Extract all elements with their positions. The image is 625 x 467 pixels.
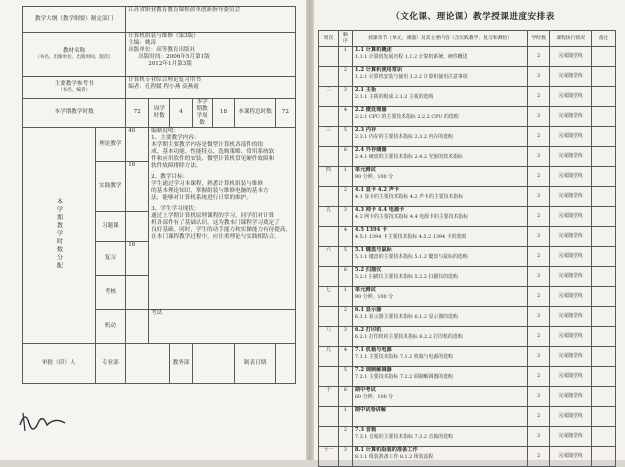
row-remark bbox=[592, 267, 616, 287]
allocation-value bbox=[126, 309, 149, 343]
row-week bbox=[319, 407, 339, 427]
row-unit: 2.2 微处理器 bbox=[354, 107, 387, 113]
row-remark bbox=[592, 387, 616, 407]
row-seq: 3 bbox=[338, 327, 352, 347]
row-status: 完成随堂练 bbox=[550, 427, 592, 447]
row-unit: 2.1 主板 bbox=[354, 87, 377, 93]
header-week: 周次 bbox=[319, 31, 339, 47]
allocation-value: 16 bbox=[126, 241, 149, 275]
row-status: 完成随堂练 bbox=[550, 387, 592, 407]
row-hours: 2 bbox=[528, 287, 550, 307]
row-week bbox=[319, 107, 339, 127]
schedule-row bbox=[319, 287, 616, 307]
schedule-row bbox=[319, 267, 616, 287]
textbook-line: 2012年1月第3版 bbox=[148, 60, 192, 67]
row-unit: 单元测试 bbox=[354, 167, 376, 173]
row-remark bbox=[592, 287, 616, 307]
row-unit: 4.1 显卡 4.2 声卡 bbox=[354, 187, 400, 193]
row-detail: 6.1.1 显示器主要技术指标 6.1.2 显示器的选购 bbox=[354, 313, 458, 320]
row-week: 八 bbox=[319, 327, 339, 347]
textbook-line: 计算机组装与维修（第3版） bbox=[128, 33, 199, 39]
row-remark bbox=[592, 347, 616, 367]
course-hours-label: 本课程总时数 bbox=[235, 99, 275, 128]
row-seq: 4 bbox=[338, 347, 352, 367]
row-hours: 2 bbox=[528, 447, 550, 467]
row-status: 完成随堂练 bbox=[550, 367, 592, 387]
reference-label: 主要教学参考书 bbox=[54, 81, 94, 88]
approval-label: 审批（印）人 bbox=[23, 343, 96, 383]
row-hours: 2 bbox=[528, 387, 550, 407]
row-content bbox=[352, 367, 527, 387]
schedule-row bbox=[319, 447, 616, 467]
schedule-row bbox=[319, 167, 616, 187]
row-status: 完成随堂练 bbox=[550, 307, 592, 327]
row-week: 十 bbox=[319, 387, 339, 407]
row-unit: 5.1 键盘与鼠标 bbox=[354, 247, 392, 253]
row-content bbox=[352, 187, 527, 207]
schedule-row bbox=[319, 247, 616, 267]
reference-info bbox=[126, 77, 296, 99]
allocation-label: 复习 bbox=[95, 241, 126, 275]
notes-line: 成、基本功能、性能特点、选购策略、常用系统软 bbox=[151, 148, 275, 155]
weekly-hours-label: 周学时数 bbox=[149, 99, 170, 128]
row-status: 完成随堂练 bbox=[550, 207, 592, 227]
row-status: 完成随堂练 bbox=[550, 167, 592, 187]
row-unit: 7.1 机箱与电源 bbox=[354, 347, 392, 353]
reference-line: 编者：孔程媛 程小燕 高燕霞 bbox=[128, 83, 199, 90]
row-seq: 6 bbox=[338, 387, 352, 407]
row-week: 六 bbox=[319, 247, 339, 267]
row-hours: 2 bbox=[528, 367, 550, 387]
row-content bbox=[352, 387, 527, 407]
row-remark bbox=[592, 367, 616, 387]
allocation-label: 理论教学 bbox=[95, 127, 126, 161]
header-seq: 顺序 bbox=[338, 31, 352, 47]
row-detail: 2.2.1 CPU 的主要技术指标 2.2.2 CPU 的选购 bbox=[354, 113, 459, 120]
row-remark bbox=[592, 307, 616, 327]
row-remark bbox=[592, 227, 616, 247]
row-unit: 期中试卷讲解 bbox=[354, 407, 387, 413]
row-content bbox=[352, 167, 527, 187]
row-unit: 单元测试 bbox=[354, 287, 376, 293]
row-week bbox=[319, 147, 339, 167]
textbook-line: 出版时间：2006年5月第1版 bbox=[138, 53, 210, 60]
row-detail: 6.2.1 打印机的主要技术指标 6.2.2 打印机的选购 bbox=[354, 333, 463, 340]
exam-label: 考试 bbox=[151, 309, 163, 316]
row-status: 完成随堂练 bbox=[550, 87, 592, 107]
row-content bbox=[352, 67, 527, 87]
allocation-value: 16 bbox=[126, 161, 149, 211]
row-hours: 2 bbox=[528, 247, 550, 267]
row-content bbox=[352, 247, 527, 267]
row-unit: 7.2 调制解调器 bbox=[354, 367, 392, 373]
notes-line: 3、学生学习现状： bbox=[151, 205, 200, 212]
row-hours: 2 bbox=[528, 187, 550, 207]
semester-weeks-value: 18 bbox=[212, 99, 235, 128]
row-status: 完成随堂练 bbox=[550, 407, 592, 427]
row-remark bbox=[592, 167, 616, 187]
compilation-notes bbox=[149, 127, 296, 309]
row-week: 四 bbox=[319, 167, 339, 187]
row-seq: 4 bbox=[338, 107, 352, 127]
notes-line: 2、教学目标： bbox=[151, 173, 189, 180]
row-seq: 4 bbox=[338, 227, 352, 247]
row-seq: 3 bbox=[338, 207, 352, 227]
row-remark bbox=[592, 107, 616, 127]
row-detail: 1.2.1 计算机安装与使用 1.2.2 计算机使用注意事项 bbox=[354, 73, 468, 80]
schedule-table bbox=[318, 30, 616, 467]
row-seq: 6 bbox=[338, 147, 352, 167]
row-unit: 6.2 打印机 bbox=[354, 327, 382, 333]
row-detail: 2.3.1 内存的主要技术指标 2.3.2 内存的选购 bbox=[354, 133, 453, 140]
row-detail: 7.1.1 主要技术指标 7.1.2 机箱与电源的选购 bbox=[354, 353, 453, 360]
reference-line: 计算机专业综合理论复习用书 bbox=[128, 77, 201, 83]
row-detail: 2.4.1 硬盘的主要技术指标 2.4.2 光驱的技术指标 bbox=[354, 153, 463, 160]
schedule-row bbox=[319, 387, 616, 407]
row-seq: 3 bbox=[338, 87, 352, 107]
allocation-title-cell bbox=[23, 127, 96, 343]
schedule-row bbox=[319, 127, 616, 147]
row-unit: 8.1 计算机组装的准备工作 bbox=[354, 447, 418, 453]
allocation-value: 40 bbox=[126, 127, 149, 161]
row-unit: 1.2 计算机使用常识 bbox=[354, 67, 403, 73]
notes-line: 学生通过学习本课程，熟悉计算机组装与维修 bbox=[151, 180, 264, 187]
row-status: 完成随堂练 bbox=[550, 147, 592, 167]
row-seq: 1 bbox=[338, 47, 352, 67]
row-status: 完成随堂练 bbox=[550, 47, 592, 67]
row-content bbox=[352, 267, 527, 287]
row-seq: 2 bbox=[338, 427, 352, 447]
weekly-hours-value: 4 bbox=[170, 99, 192, 128]
row-unit: 2.3 内存 bbox=[354, 127, 377, 133]
row-content bbox=[352, 107, 527, 127]
row-week bbox=[319, 307, 339, 327]
row-week: 五 bbox=[319, 207, 339, 227]
schedule-row bbox=[319, 147, 616, 167]
header-status: 课程执行情况 bbox=[550, 31, 592, 47]
row-content bbox=[352, 307, 527, 327]
textbook-label-cell bbox=[23, 33, 126, 77]
row-remark bbox=[592, 147, 616, 167]
date-label: 制表日期 bbox=[235, 343, 275, 383]
schedule-row bbox=[319, 67, 616, 87]
row-status: 完成随堂练 bbox=[550, 227, 592, 247]
semester-hours-label: 本学期教学时数 bbox=[23, 99, 126, 128]
row-week: 七 bbox=[319, 287, 339, 307]
row-detail: 5.2.1 扫描仪主要技术指标 5.2.2 扫描仪的选购 bbox=[354, 273, 458, 280]
row-remark bbox=[592, 407, 616, 427]
row-unit: 期中考试 bbox=[354, 387, 376, 393]
row-unit: 6.1 显示器 bbox=[354, 307, 382, 313]
row-unit: 2.4 外存储器 bbox=[354, 147, 387, 153]
row-week bbox=[319, 47, 339, 67]
row-status: 完成随堂练 bbox=[550, 447, 592, 467]
row-remark bbox=[592, 47, 616, 67]
row-seq: 1 bbox=[338, 167, 352, 187]
row-detail: 90 分钟，100 分 bbox=[354, 293, 394, 300]
row-hours: 2 bbox=[528, 227, 550, 247]
row-seq: 3 bbox=[338, 447, 352, 467]
schedule-row bbox=[319, 327, 616, 347]
notes-line: 机各部件有了基础认识，这为教本门课程学习奠定了 bbox=[151, 219, 280, 226]
row-week bbox=[319, 227, 339, 247]
row-content bbox=[352, 407, 527, 427]
allocation-label: 习题课 bbox=[95, 211, 126, 241]
row-remark bbox=[592, 327, 616, 347]
reference-sub: （书名、编者） bbox=[58, 88, 91, 94]
row-hours: 2 bbox=[528, 207, 550, 227]
institution-label: 教学大纲（教学纲要）制定部门 bbox=[23, 7, 126, 33]
row-unit: 4.5 1394 卡 bbox=[354, 227, 388, 233]
allocation-value bbox=[126, 275, 149, 309]
header-content: 授课章节（单元、课题）及其主要内容（含实践教学、复习和测验） bbox=[352, 31, 527, 47]
row-seq: 1 bbox=[338, 407, 352, 427]
schedule-title: （文化课、理论课）教学授课进度安排表 bbox=[391, 12, 555, 22]
exam-cell bbox=[149, 309, 296, 343]
row-detail: 90 分钟，100 分 bbox=[354, 173, 394, 180]
row-hours: 2 bbox=[528, 307, 550, 327]
row-week bbox=[319, 67, 339, 87]
course-hours-value: 72 bbox=[275, 99, 295, 128]
notes-line: 软件故障排除方法。 bbox=[151, 162, 202, 169]
row-seq: 2 bbox=[338, 187, 352, 207]
handwritten-signature bbox=[15, 405, 75, 435]
row-detail: 4.3 网卡的主要技术指标 4.4 电源卡的主要技术指标 bbox=[354, 213, 469, 220]
row-hours: 2 bbox=[528, 167, 550, 187]
row-unit: 5.2 扫描仪 bbox=[354, 267, 382, 273]
semester-hours-value: 72 bbox=[126, 99, 149, 128]
row-unit: 1.1 计算机概述 bbox=[354, 47, 392, 53]
row-content bbox=[352, 447, 527, 467]
row-content bbox=[352, 127, 527, 147]
row-detail: 2.1.1 主板的组成 2.1.2 主板的选购 bbox=[354, 93, 434, 100]
row-content bbox=[352, 287, 527, 307]
row-unit: 4.3 网卡 4.4 电源卡 bbox=[354, 207, 405, 213]
row-status: 完成随堂练 bbox=[550, 267, 592, 287]
row-content bbox=[352, 227, 527, 247]
row-hours: 2 bbox=[528, 407, 550, 427]
row-detail: 1.1.1 计算机发展历程 1.1.2 计算机系统、硬件概述 bbox=[354, 53, 468, 60]
textbook-line: 出版单位：高等教育出版社 bbox=[128, 46, 196, 53]
row-week: 二 bbox=[319, 87, 339, 107]
row-week bbox=[319, 187, 339, 207]
row-content bbox=[352, 207, 527, 227]
notes-line: 法，能够对计算机系统进行日常的维护。 bbox=[151, 194, 252, 201]
row-seq: 6 bbox=[338, 267, 352, 287]
schedule-row bbox=[319, 107, 616, 127]
row-remark bbox=[592, 127, 616, 147]
row-remark bbox=[592, 247, 616, 267]
row-week bbox=[319, 427, 339, 447]
notes-line: 件和应用软件的安装、微型计算机常见硬件故障和 bbox=[151, 155, 275, 162]
allocation-value bbox=[126, 211, 149, 241]
row-hours: 2 bbox=[528, 87, 550, 107]
row-detail: 60 分钟，100 分 bbox=[354, 393, 394, 400]
row-week bbox=[319, 267, 339, 287]
schedule-row bbox=[319, 347, 616, 367]
row-hours: 2 bbox=[528, 347, 550, 367]
row-hours: 2 bbox=[528, 427, 550, 447]
schedule-row bbox=[319, 47, 616, 67]
schedule-row bbox=[319, 87, 616, 107]
allocation-title: 本学期教学时数分配 bbox=[55, 197, 63, 270]
row-seq: 5 bbox=[338, 367, 352, 387]
row-remark bbox=[592, 67, 616, 87]
row-seq: 2 bbox=[338, 307, 352, 327]
row-hours: 2 bbox=[528, 47, 550, 67]
schedule-row bbox=[319, 207, 616, 227]
row-detail: 7.3.1 音箱的主要技术指标 7.3.2 音箱的选购 bbox=[354, 433, 453, 440]
row-detail: 5.1.1 键盘的主要技术指标 5.1.2 键盘与鼠标的选购 bbox=[354, 253, 468, 260]
notes-line: 1、主要教学内容： bbox=[151, 134, 200, 141]
notes-line: 通过上学期计算机原理课程的学习，同学们对计算 bbox=[151, 212, 275, 219]
row-seq: 2 bbox=[338, 67, 352, 87]
row-status: 完成随堂练 bbox=[550, 187, 592, 207]
notes-title: 编制说明： bbox=[151, 127, 180, 134]
row-hours: 2 bbox=[528, 107, 550, 127]
row-hours: 2 bbox=[528, 127, 550, 147]
row-hours: 2 bbox=[528, 327, 550, 347]
teacher-label: 教务部 bbox=[170, 343, 192, 383]
allocation-label: 实践教学 bbox=[95, 161, 126, 211]
row-seq: 5 bbox=[338, 127, 352, 147]
schedule-row bbox=[319, 407, 616, 427]
notes-line: 良好基础。同时，学生的动手能力和实操能力有待提高， bbox=[151, 226, 292, 233]
row-status: 完成随堂练 bbox=[550, 247, 592, 267]
schedule-row bbox=[319, 427, 616, 447]
syllabus-info-table bbox=[22, 6, 296, 384]
textbook-info bbox=[126, 33, 296, 77]
schedule-row bbox=[319, 187, 616, 207]
schedule-row bbox=[319, 307, 616, 327]
row-detail: 4.5.1 1394 卡主要技术指标 4.5.2 1394 卡的选购 bbox=[354, 233, 467, 240]
row-content bbox=[352, 347, 527, 367]
row-status: 完成随堂练 bbox=[550, 107, 592, 127]
row-remark bbox=[592, 447, 616, 467]
row-detail: 7.2.1 主要技术指标 7.2.2 调制解调器的选购 bbox=[354, 373, 453, 380]
row-week: 九 bbox=[319, 347, 339, 367]
allocation-label: 机动 bbox=[95, 309, 126, 343]
header-hours: 学时数 bbox=[528, 31, 550, 47]
row-week: 十一 bbox=[319, 447, 339, 467]
textbook-sub: （书名、出版单位、出版时间、版次） bbox=[35, 55, 114, 61]
row-detail: 4.1 显卡的主要技术指标 4.2 声卡的主要技术指标 bbox=[354, 193, 464, 200]
row-seq: 1 bbox=[338, 287, 352, 307]
row-content bbox=[352, 87, 527, 107]
row-week bbox=[319, 367, 339, 387]
header-remark: 备注 bbox=[592, 31, 616, 47]
row-status: 完成随堂练 bbox=[550, 67, 592, 87]
row-seq: 5 bbox=[338, 247, 352, 267]
reference-label-cell bbox=[23, 77, 126, 99]
row-status: 完成随堂练 bbox=[550, 127, 592, 147]
textbook-line: 主编：姚涛 bbox=[128, 39, 157, 46]
row-hours: 2 bbox=[528, 147, 550, 167]
book-gutter bbox=[306, 0, 314, 460]
row-content bbox=[352, 47, 527, 67]
row-status: 完成随堂练 bbox=[550, 347, 592, 367]
notes-line: 在本门课程教学过程中，应注重理论与实践相结合。 bbox=[151, 233, 280, 240]
textbook-label: 教材名称 bbox=[62, 48, 86, 55]
schedule-row bbox=[319, 227, 616, 247]
institution-value: 江苏省职业教育教育课程改革创新指导委员会 bbox=[126, 7, 296, 33]
row-week: 三 bbox=[319, 127, 339, 147]
notes-line: 的基本理论知识，掌握组装与维修电脑的基本方 bbox=[151, 187, 269, 194]
row-detail: 8.1.1 组装准备工作 8.1.2 组装流程 bbox=[354, 453, 434, 460]
row-unit: 7.3 音箱 bbox=[354, 427, 377, 433]
row-remark bbox=[592, 427, 616, 447]
row-remark bbox=[592, 87, 616, 107]
allocation-label: 考核 bbox=[95, 275, 126, 309]
row-remark bbox=[592, 207, 616, 227]
row-content bbox=[352, 427, 527, 447]
row-hours: 2 bbox=[528, 67, 550, 87]
row-content bbox=[352, 147, 527, 167]
schedule-row bbox=[319, 367, 616, 387]
row-remark bbox=[592, 187, 616, 207]
row-content bbox=[352, 327, 527, 347]
row-status: 完成随堂练 bbox=[550, 287, 592, 307]
dept-label: 专业部 bbox=[95, 343, 126, 383]
row-status: 完成随堂练 bbox=[550, 327, 592, 347]
notes-line: 本学期主要教学内容是微型计算机各部件的组 bbox=[151, 141, 264, 148]
row-hours: 2 bbox=[528, 267, 550, 287]
semester-weeks-label: 本学期教学周数 bbox=[192, 99, 212, 128]
